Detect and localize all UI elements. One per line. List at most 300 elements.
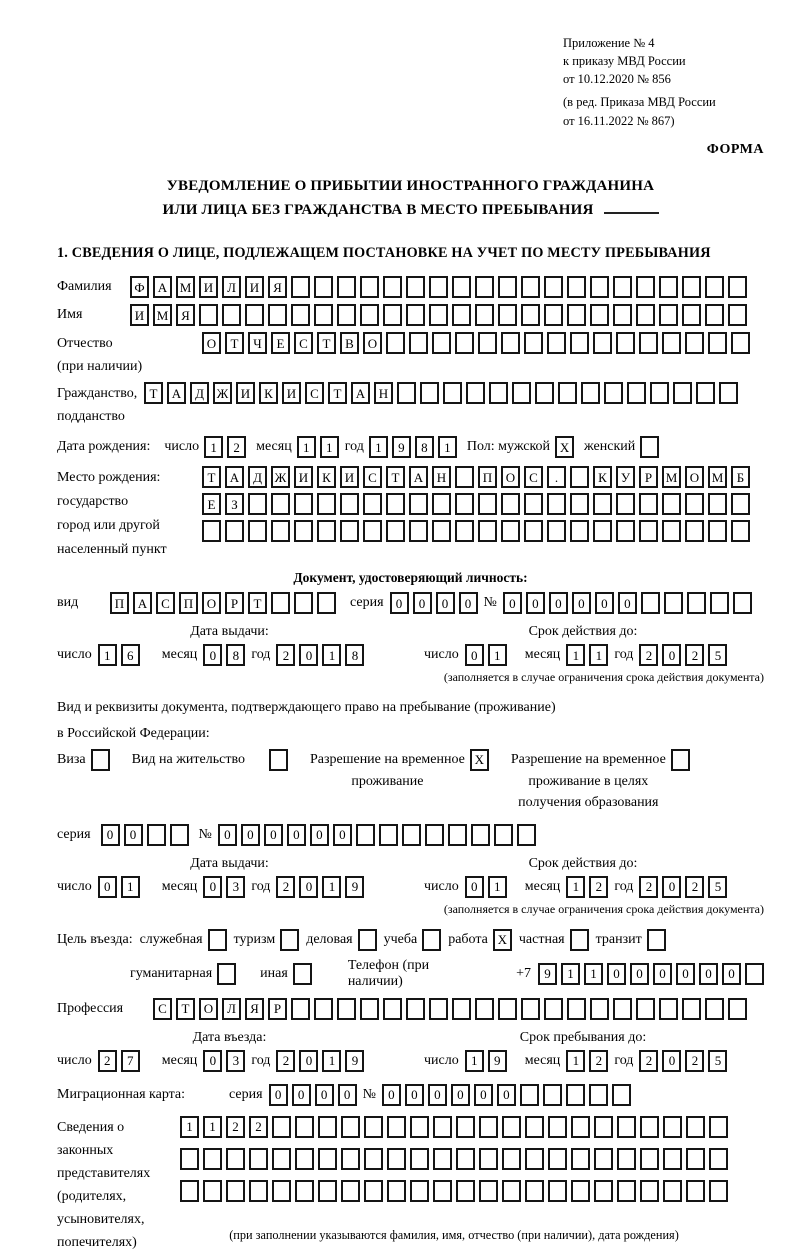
char-box[interactable]: 0	[595, 592, 614, 614]
char-box[interactable]	[636, 276, 655, 298]
char-box[interactable]: А	[351, 382, 370, 404]
char-box[interactable]	[479, 1116, 498, 1138]
char-box[interactable]	[410, 1148, 429, 1170]
char-box[interactable]	[478, 520, 497, 542]
char-box[interactable]: Т	[202, 466, 221, 488]
char-box[interactable]	[613, 998, 632, 1020]
char-box[interactable]: Н	[374, 382, 393, 404]
char-box[interactable]	[317, 592, 336, 614]
char-box[interactable]	[686, 1180, 705, 1202]
char-box[interactable]	[410, 1180, 429, 1202]
char-box[interactable]: 0	[98, 876, 117, 898]
char-box[interactable]: 2	[98, 1050, 117, 1072]
char-box[interactable]: 0	[292, 1084, 311, 1106]
char-box[interactable]: Е	[271, 332, 290, 354]
char-box[interactable]	[544, 276, 563, 298]
char-box[interactable]: 1	[561, 963, 580, 985]
char-box[interactable]: 2	[589, 876, 608, 898]
char-box[interactable]: Т	[248, 592, 267, 614]
char-box[interactable]	[475, 998, 494, 1020]
char-box[interactable]	[547, 332, 566, 354]
char-box[interactable]: 2	[276, 876, 295, 898]
char-box[interactable]	[456, 1180, 475, 1202]
char-box[interactable]: 0	[503, 592, 522, 614]
char-box[interactable]: Ж	[213, 382, 232, 404]
char-box[interactable]	[663, 1148, 682, 1170]
char-box[interactable]	[673, 382, 692, 404]
char-box[interactable]	[397, 382, 416, 404]
char-box[interactable]: 0	[662, 1050, 681, 1072]
char-box[interactable]: С	[153, 998, 172, 1020]
char-box[interactable]	[524, 332, 543, 354]
char-box[interactable]	[682, 304, 701, 326]
char-box[interactable]	[548, 1148, 567, 1170]
char-box[interactable]	[525, 1116, 544, 1138]
char-box[interactable]	[617, 1148, 636, 1170]
char-box[interactable]	[452, 276, 471, 298]
char-box[interactable]	[222, 304, 241, 326]
char-box[interactable]: 1	[584, 963, 603, 985]
char-box[interactable]	[406, 276, 425, 298]
char-box[interactable]	[687, 592, 706, 614]
char-box[interactable]: 9	[392, 436, 411, 458]
char-box[interactable]	[710, 592, 729, 614]
char-box[interactable]	[617, 1116, 636, 1138]
char-box[interactable]	[433, 1180, 452, 1202]
char-box[interactable]: 0	[465, 644, 484, 666]
sex-male-checkbox[interactable]: X	[555, 436, 574, 458]
char-box[interactable]	[594, 1148, 613, 1170]
char-box[interactable]: С	[524, 466, 543, 488]
char-box[interactable]	[613, 304, 632, 326]
char-box[interactable]	[294, 493, 313, 515]
char-box[interactable]: 2	[589, 1050, 608, 1072]
char-box[interactable]	[728, 998, 747, 1020]
char-box[interactable]	[682, 998, 701, 1020]
char-box[interactable]	[387, 1116, 406, 1138]
char-box[interactable]	[479, 1148, 498, 1170]
char-box[interactable]	[271, 493, 290, 515]
purpose-study-checkbox[interactable]	[422, 929, 441, 951]
char-box[interactable]	[147, 824, 166, 846]
char-box[interactable]	[558, 382, 577, 404]
char-box[interactable]	[745, 963, 764, 985]
char-box[interactable]	[640, 1148, 659, 1170]
char-box[interactable]	[663, 1180, 682, 1202]
char-box[interactable]	[685, 520, 704, 542]
char-box[interactable]	[728, 276, 747, 298]
char-box[interactable]: 2	[226, 1116, 245, 1138]
char-box[interactable]	[475, 304, 494, 326]
char-box[interactable]	[525, 1148, 544, 1170]
char-box[interactable]	[616, 332, 635, 354]
char-box[interactable]	[248, 493, 267, 515]
char-box[interactable]: Т	[225, 332, 244, 354]
char-box[interactable]: 2	[276, 644, 295, 666]
char-box[interactable]: 0	[287, 824, 306, 846]
char-box[interactable]	[662, 332, 681, 354]
char-box[interactable]	[386, 332, 405, 354]
char-box[interactable]	[409, 493, 428, 515]
char-box[interactable]	[383, 276, 402, 298]
char-box[interactable]	[593, 493, 612, 515]
char-box[interactable]	[432, 332, 451, 354]
char-box[interactable]: Т	[317, 332, 336, 354]
char-box[interactable]	[448, 824, 467, 846]
char-box[interactable]	[581, 382, 600, 404]
char-box[interactable]	[225, 520, 244, 542]
char-box[interactable]	[641, 592, 660, 614]
char-box[interactable]	[386, 493, 405, 515]
char-box[interactable]	[548, 1180, 567, 1202]
char-box[interactable]: 8	[345, 644, 364, 666]
char-box[interactable]: 0	[124, 824, 143, 846]
char-box[interactable]	[386, 520, 405, 542]
char-box[interactable]: 1	[488, 644, 507, 666]
char-box[interactable]: 7	[121, 1050, 140, 1072]
char-box[interactable]: 1	[203, 1116, 222, 1138]
char-box[interactable]: 1	[121, 876, 140, 898]
char-box[interactable]	[617, 1180, 636, 1202]
char-box[interactable]	[479, 1180, 498, 1202]
char-box[interactable]: М	[176, 276, 195, 298]
char-box[interactable]: С	[294, 332, 313, 354]
char-box[interactable]: Т	[144, 382, 163, 404]
char-box[interactable]: К	[317, 466, 336, 488]
char-box[interactable]: М	[708, 466, 727, 488]
char-box[interactable]: 1	[488, 876, 507, 898]
char-box[interactable]: 2	[639, 1050, 658, 1072]
char-box[interactable]	[294, 520, 313, 542]
char-box[interactable]	[429, 304, 448, 326]
char-box[interactable]	[686, 1148, 705, 1170]
char-box[interactable]	[570, 466, 589, 488]
char-box[interactable]	[341, 1148, 360, 1170]
char-box[interactable]	[268, 304, 287, 326]
char-box[interactable]	[429, 998, 448, 1020]
char-box[interactable]: М	[662, 466, 681, 488]
char-box[interactable]	[383, 998, 402, 1020]
char-box[interactable]	[733, 592, 752, 614]
char-box[interactable]	[604, 382, 623, 404]
char-box[interactable]: 1	[322, 876, 341, 898]
char-box[interactable]	[612, 1084, 631, 1106]
char-box[interactable]: П	[179, 592, 198, 614]
char-box[interactable]	[420, 382, 439, 404]
char-box[interactable]	[360, 276, 379, 298]
char-box[interactable]: 0	[722, 963, 741, 985]
char-box[interactable]: 2	[249, 1116, 268, 1138]
char-box[interactable]	[571, 1148, 590, 1170]
char-box[interactable]	[314, 276, 333, 298]
char-box[interactable]	[226, 1180, 245, 1202]
char-box[interactable]: П	[110, 592, 129, 614]
char-box[interactable]	[318, 1148, 337, 1170]
char-box[interactable]	[314, 304, 333, 326]
char-box[interactable]: 0	[572, 592, 591, 614]
char-box[interactable]	[409, 332, 428, 354]
char-box[interactable]: И	[199, 276, 218, 298]
char-box[interactable]: 1	[320, 436, 339, 458]
char-box[interactable]	[517, 824, 536, 846]
char-box[interactable]: 0	[203, 876, 222, 898]
char-box[interactable]	[521, 304, 540, 326]
char-box[interactable]: 0	[315, 1084, 334, 1106]
char-box[interactable]	[731, 332, 750, 354]
char-box[interactable]	[409, 520, 428, 542]
char-box[interactable]: 0	[436, 592, 455, 614]
char-box[interactable]	[594, 1180, 613, 1202]
char-box[interactable]: 2	[227, 436, 246, 458]
char-box[interactable]	[709, 1116, 728, 1138]
char-box[interactable]: 2	[685, 876, 704, 898]
char-box[interactable]: 9	[488, 1050, 507, 1072]
char-box[interactable]: 0	[101, 824, 120, 846]
char-box[interactable]	[402, 824, 421, 846]
char-box[interactable]: С	[363, 466, 382, 488]
char-box[interactable]: 0	[299, 644, 318, 666]
char-box[interactable]: Р	[639, 466, 658, 488]
char-box[interactable]: 0	[428, 1084, 447, 1106]
char-box[interactable]: 1	[438, 436, 457, 458]
char-box[interactable]	[202, 520, 221, 542]
char-box[interactable]	[664, 592, 683, 614]
char-box[interactable]: 8	[226, 644, 245, 666]
char-box[interactable]: 2	[276, 1050, 295, 1072]
char-box[interactable]	[639, 332, 658, 354]
char-box[interactable]: В	[340, 332, 359, 354]
char-box[interactable]: Б	[731, 466, 750, 488]
char-box[interactable]	[272, 1180, 291, 1202]
char-box[interactable]: 0	[474, 1084, 493, 1106]
char-box[interactable]	[525, 1180, 544, 1202]
char-box[interactable]: П	[478, 466, 497, 488]
char-box[interactable]	[544, 304, 563, 326]
char-box[interactable]	[705, 998, 724, 1020]
char-box[interactable]: 0	[390, 592, 409, 614]
char-box[interactable]: 0	[299, 1050, 318, 1072]
char-box[interactable]	[475, 276, 494, 298]
char-box[interactable]	[245, 304, 264, 326]
char-box[interactable]: 9	[345, 876, 364, 898]
char-box[interactable]	[432, 520, 451, 542]
char-box[interactable]: Я	[268, 276, 287, 298]
char-box[interactable]: 0	[653, 963, 672, 985]
purpose-official-checkbox[interactable]	[208, 929, 227, 951]
char-box[interactable]: Т	[386, 466, 405, 488]
char-box[interactable]	[364, 1180, 383, 1202]
char-box[interactable]: 3	[226, 1050, 245, 1072]
char-box[interactable]: 0	[218, 824, 237, 846]
char-box[interactable]	[593, 332, 612, 354]
char-box[interactable]	[170, 824, 189, 846]
char-box[interactable]: Е	[202, 493, 221, 515]
char-box[interactable]	[708, 332, 727, 354]
char-box[interactable]	[337, 276, 356, 298]
char-box[interactable]: К	[593, 466, 612, 488]
char-box[interactable]	[663, 1116, 682, 1138]
char-box[interactable]	[272, 1148, 291, 1170]
char-box[interactable]: А	[409, 466, 428, 488]
char-box[interactable]	[249, 1148, 268, 1170]
char-box[interactable]	[498, 304, 517, 326]
char-box[interactable]: 0	[405, 1084, 424, 1106]
char-box[interactable]	[248, 520, 267, 542]
char-box[interactable]	[314, 998, 333, 1020]
char-box[interactable]: 0	[203, 644, 222, 666]
char-box[interactable]	[432, 493, 451, 515]
char-box[interactable]: К	[259, 382, 278, 404]
char-box[interactable]	[709, 1180, 728, 1202]
char-box[interactable]	[640, 1116, 659, 1138]
char-box[interactable]	[295, 1148, 314, 1170]
char-box[interactable]	[548, 1116, 567, 1138]
char-box[interactable]: У	[616, 466, 635, 488]
char-box[interactable]: 1	[180, 1116, 199, 1138]
purpose-humanitarian-checkbox[interactable]	[217, 963, 236, 985]
char-box[interactable]: 0	[451, 1084, 470, 1106]
char-box[interactable]: 5	[708, 1050, 727, 1072]
char-box[interactable]: А	[153, 276, 172, 298]
char-box[interactable]	[705, 304, 724, 326]
char-box[interactable]	[685, 332, 704, 354]
char-box[interactable]: А	[133, 592, 152, 614]
char-box[interactable]	[387, 1148, 406, 1170]
char-box[interactable]: 9	[538, 963, 557, 985]
char-box[interactable]	[685, 493, 704, 515]
char-box[interactable]	[566, 1084, 585, 1106]
char-box[interactable]: С	[305, 382, 324, 404]
purpose-private-checkbox[interactable]	[570, 929, 589, 951]
char-box[interactable]	[226, 1148, 245, 1170]
char-box[interactable]: 1	[465, 1050, 484, 1072]
char-box[interactable]: .	[547, 466, 566, 488]
char-box[interactable]: 0	[630, 963, 649, 985]
char-box[interactable]	[502, 1148, 521, 1170]
char-box[interactable]	[356, 824, 375, 846]
char-box[interactable]	[659, 998, 678, 1020]
char-box[interactable]: 0	[618, 592, 637, 614]
char-box[interactable]: 0	[497, 1084, 516, 1106]
char-box[interactable]	[199, 304, 218, 326]
char-box[interactable]: Я	[245, 998, 264, 1020]
char-box[interactable]: О	[202, 332, 221, 354]
char-box[interactable]: 8	[415, 436, 434, 458]
char-box[interactable]: Д	[190, 382, 209, 404]
char-box[interactable]	[452, 304, 471, 326]
char-box[interactable]	[433, 1116, 452, 1138]
char-box[interactable]: 0	[382, 1084, 401, 1106]
char-box[interactable]	[494, 824, 513, 846]
char-box[interactable]	[590, 998, 609, 1020]
char-box[interactable]: 9	[345, 1050, 364, 1072]
char-box[interactable]	[433, 1148, 452, 1170]
char-box[interactable]	[337, 304, 356, 326]
char-box[interactable]	[520, 1084, 539, 1106]
char-box[interactable]: И	[130, 304, 149, 326]
char-box[interactable]: 0	[526, 592, 545, 614]
char-box[interactable]: 0	[459, 592, 478, 614]
char-box[interactable]	[471, 824, 490, 846]
char-box[interactable]	[180, 1180, 199, 1202]
char-box[interactable]	[502, 1116, 521, 1138]
char-box[interactable]	[524, 520, 543, 542]
char-box[interactable]	[295, 1180, 314, 1202]
char-box[interactable]	[317, 493, 336, 515]
char-box[interactable]	[731, 520, 750, 542]
char-box[interactable]	[640, 1180, 659, 1202]
char-box[interactable]: Д	[248, 466, 267, 488]
char-box[interactable]: 2	[639, 644, 658, 666]
char-box[interactable]: 0	[465, 876, 484, 898]
char-box[interactable]	[406, 304, 425, 326]
char-box[interactable]: Р	[268, 998, 287, 1020]
char-box[interactable]: 1	[566, 644, 585, 666]
char-box[interactable]: Н	[432, 466, 451, 488]
sex-female-checkbox[interactable]	[640, 436, 659, 458]
char-box[interactable]: Л	[222, 276, 241, 298]
char-box[interactable]	[502, 1180, 521, 1202]
char-box[interactable]	[249, 1180, 268, 1202]
char-box[interactable]: Т	[176, 998, 195, 1020]
char-box[interactable]: 0	[333, 824, 352, 846]
char-box[interactable]	[455, 520, 474, 542]
char-box[interactable]	[594, 1116, 613, 1138]
char-box[interactable]	[455, 332, 474, 354]
char-box[interactable]	[708, 493, 727, 515]
char-box[interactable]	[455, 493, 474, 515]
char-box[interactable]	[341, 1116, 360, 1138]
char-box[interactable]: О	[501, 466, 520, 488]
purpose-transit-checkbox[interactable]	[647, 929, 666, 951]
char-box[interactable]	[567, 304, 586, 326]
char-box[interactable]: 0	[264, 824, 283, 846]
char-box[interactable]: Я	[176, 304, 195, 326]
char-box[interactable]	[589, 1084, 608, 1106]
char-box[interactable]	[443, 382, 462, 404]
char-box[interactable]	[360, 998, 379, 1020]
char-box[interactable]	[616, 493, 635, 515]
char-box[interactable]: И	[245, 276, 264, 298]
char-box[interactable]: 1	[297, 436, 316, 458]
char-box[interactable]	[360, 304, 379, 326]
char-box[interactable]	[466, 382, 485, 404]
char-box[interactable]	[659, 276, 678, 298]
char-box[interactable]: З	[225, 493, 244, 515]
char-box[interactable]: И	[294, 466, 313, 488]
char-box[interactable]: М	[153, 304, 172, 326]
char-box[interactable]: 0	[662, 876, 681, 898]
char-box[interactable]: И	[340, 466, 359, 488]
char-box[interactable]	[180, 1148, 199, 1170]
char-box[interactable]	[291, 304, 310, 326]
char-box[interactable]: 0	[241, 824, 260, 846]
char-box[interactable]: 0	[299, 876, 318, 898]
char-box[interactable]: И	[236, 382, 255, 404]
char-box[interactable]	[728, 304, 747, 326]
purpose-work-checkbox[interactable]: X	[493, 929, 512, 951]
char-box[interactable]	[364, 1148, 383, 1170]
purpose-business-checkbox[interactable]	[358, 929, 377, 951]
char-box[interactable]	[708, 520, 727, 542]
char-box[interactable]	[379, 824, 398, 846]
char-box[interactable]	[547, 493, 566, 515]
char-box[interactable]	[662, 520, 681, 542]
char-box[interactable]: Ч	[248, 332, 267, 354]
char-box[interactable]: Ж	[271, 466, 290, 488]
char-box[interactable]: 0	[607, 963, 626, 985]
char-box[interactable]: 1	[566, 876, 585, 898]
